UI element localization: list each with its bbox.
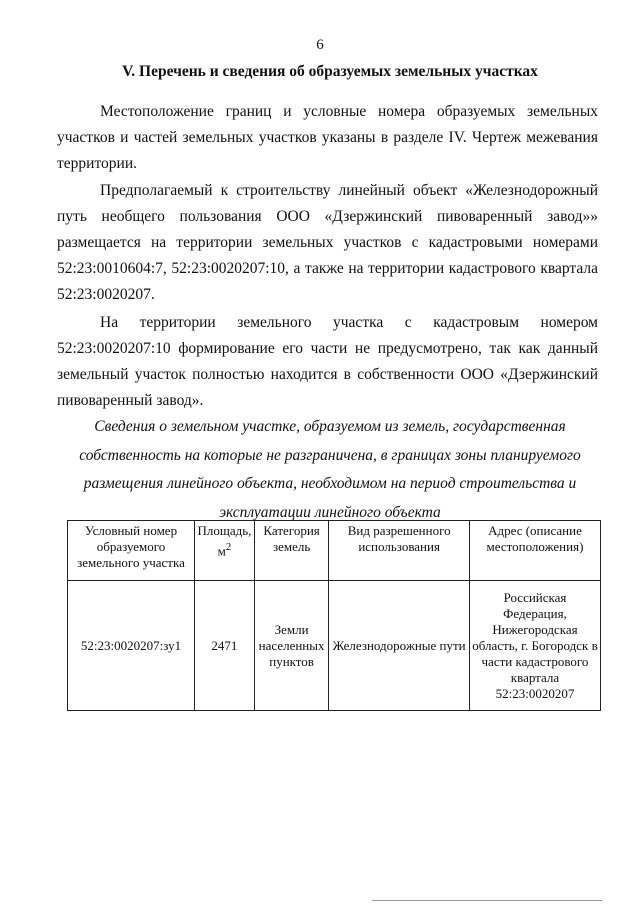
- page-number: 6: [316, 37, 324, 53]
- cell-permitted-use: Железнодорожные пути: [329, 581, 470, 711]
- paragraph-plot-ownership: На территории земельного участка с кадастровым номером 52:23:0020207:10 формирование его части не предусмотрено, так как данный земельный участок полностью находится в собственности ООО «Дзержинский пивоваренный завод».: [57, 314, 598, 409]
- header-permitted-use: Вид разрешенного использования: [329, 521, 470, 581]
- header-area-label: Площадь, м: [197, 523, 252, 559]
- cell-plot-number: 52:23:0020207:зу1: [68, 581, 195, 711]
- section-title: V. Перечень и сведения об образуемых земельных участках: [122, 63, 538, 80]
- cell-land-category: Земли населенных пунктов: [254, 581, 328, 711]
- paragraph-linear-object: Предполагаемый к строительству линейный объект «Железнодорожный путь необщего пользования ООО «Дзержинский пивоваренный завод»» размещается на территории земельных участков с кадастровыми номерами 52:23:0010604:7, 52:23:0020207:10, а также на территории кадастрового квартала 52:23:0020207.: [57, 182, 598, 303]
- table-row: [68, 581, 601, 711]
- cell-address: Российская Федерация, Нижегородская область, г. Богородск в части кадастрового квартала 52:23:0020207: [469, 581, 600, 711]
- header-address: Адрес (описание местоположения): [469, 521, 600, 581]
- table-caption: Сведения о земельном участке, образуемом из земель, государственная собственность на которые не разграничена, в границах зоны планируемого размещения линейного объекта, необходимом на период строительства и эксплуатации линейного объекта: [79, 418, 581, 521]
- footer-divider: [372, 900, 602, 901]
- header-area-superscript: 2: [225, 541, 232, 553]
- header-area: [195, 521, 255, 581]
- header-land-category: Категория земель: [254, 521, 328, 581]
- land-plots-table: [67, 520, 601, 711]
- cell-area: 2471: [195, 581, 255, 711]
- table-header-row: [68, 521, 601, 581]
- paragraph-boundaries: Местоположение границ и условные номера образуемых земельных участков и частей земельных участков указаны в разделе IV. Чертеж межевания территории.: [57, 103, 598, 172]
- header-plot-number: Условный номер образуемого земельного участка: [68, 521, 195, 581]
